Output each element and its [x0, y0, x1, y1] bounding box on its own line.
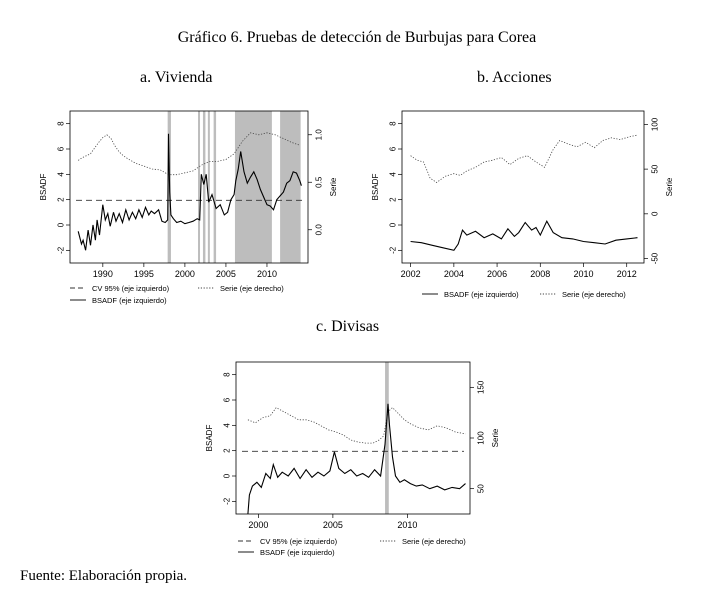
- plot-frame: [402, 111, 644, 263]
- y-tick-label: 8: [222, 372, 232, 377]
- y-tick-label: 2: [222, 448, 232, 453]
- y2-tick-label: 50: [650, 164, 660, 174]
- chart-vivienda: [18, 93, 358, 308]
- x-tick-label: 2000: [248, 520, 269, 530]
- y-axis-label: BSADF: [371, 173, 380, 201]
- y-tick-label: -2: [388, 246, 398, 254]
- x-tick-label: 2010: [256, 269, 277, 279]
- y2-tick-label: 1.0: [314, 129, 324, 141]
- bubble-period-band: [203, 111, 205, 263]
- y-tick-label: 2: [56, 197, 66, 202]
- y-tick-label: 0: [56, 222, 66, 228]
- y-tick-label: 2: [388, 197, 398, 202]
- y2-axis-label: Serie: [665, 177, 674, 197]
- legend-label: CV 95% (eje izquierdo): [92, 284, 170, 293]
- legend-label: CV 95% (eje izquierdo): [260, 537, 338, 546]
- x-tick-label: 2000: [174, 269, 195, 279]
- y2-tick-label: 0.5: [314, 176, 324, 188]
- y2-tick-label: 100: [476, 431, 486, 445]
- legend-label: Serie (eje derecho): [220, 284, 284, 293]
- y-tick-label: 4: [388, 172, 398, 177]
- legend-label: BSADF (eje izquierdo): [92, 296, 167, 305]
- serie-line: [411, 135, 638, 182]
- figure-title: Gráfico 6. Pruebas de detección de Burbujas para Corea: [177, 29, 537, 46]
- y2-axis-label: Serie: [491, 428, 500, 448]
- y-tick-label: 4: [56, 172, 66, 177]
- bubble-period-band: [198, 111, 200, 263]
- legend-label: BSADF (eje izquierdo): [260, 548, 335, 557]
- y2-tick-label: 150: [476, 380, 486, 395]
- y-axis-label: BSADF: [39, 173, 48, 201]
- y2-tick-label: -50: [650, 252, 660, 265]
- subtitle-c: c. Divisas: [316, 318, 380, 335]
- y2-tick-label: 100: [650, 117, 660, 132]
- source-note: Fuente: Elaboración propia.: [20, 568, 188, 584]
- x-tick-label: 2008: [530, 269, 551, 279]
- y-tick-label: 6: [56, 146, 66, 152]
- bubble-period-band: [208, 111, 210, 263]
- y2-tick-label: 0.0: [314, 224, 324, 236]
- x-tick-label: 2005: [322, 520, 343, 530]
- subtitle-a: a. Vivienda: [140, 69, 213, 86]
- subtitle-b: b. Acciones: [477, 69, 552, 86]
- x-tick-label: 2010: [573, 269, 594, 279]
- chart-divisas: [184, 350, 514, 560]
- x-tick-label: 2002: [400, 269, 421, 279]
- y-tick-label: -2: [56, 246, 66, 254]
- bsadf-line: [411, 221, 638, 250]
- x-tick-label: 2012: [616, 269, 637, 279]
- serie-line: [248, 408, 466, 444]
- y-tick-label: 6: [388, 146, 398, 152]
- y-tick-label: -2: [222, 497, 232, 505]
- plot-frame: [236, 362, 470, 514]
- x-tick-label: 1990: [92, 269, 113, 279]
- bubble-period-band: [214, 111, 216, 263]
- x-tick-label: 2010: [397, 520, 418, 530]
- x-tick-label: 2004: [443, 269, 464, 279]
- y-tick-label: 0: [388, 222, 398, 228]
- x-tick-label: 1995: [133, 269, 154, 279]
- y2-tick-label: 0: [650, 211, 660, 217]
- y2-tick-label: 50: [476, 484, 486, 494]
- legend-label: Serie (eje derecho): [402, 537, 466, 546]
- x-tick-label: 2006: [487, 269, 508, 279]
- x-tick-label: 2005: [215, 269, 236, 279]
- y2-axis-label: Serie: [329, 177, 338, 197]
- y-axis-label: BSADF: [205, 424, 214, 452]
- legend-label: BSADF (eje izquierdo): [444, 290, 519, 299]
- y-tick-label: 0: [222, 473, 232, 479]
- y-tick-label: 8: [388, 121, 398, 126]
- bsadf-line: [248, 404, 466, 514]
- y-tick-label: 4: [222, 423, 232, 428]
- chart-acciones: [362, 93, 702, 308]
- legend-label: Serie (eje derecho): [562, 290, 626, 299]
- bubble-period-band: [280, 111, 301, 263]
- y-tick-label: 6: [222, 397, 232, 403]
- y-tick-label: 8: [56, 121, 66, 126]
